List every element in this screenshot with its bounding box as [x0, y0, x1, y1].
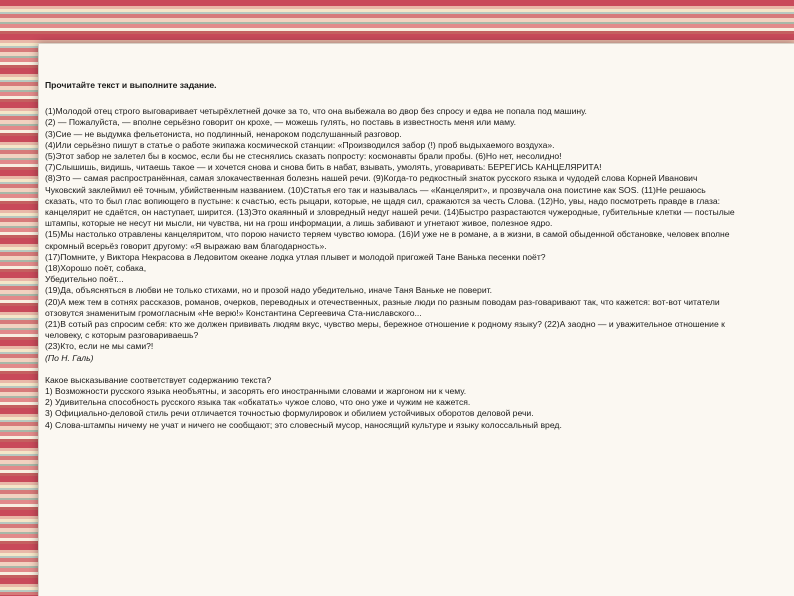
- poem-line-2: Убедительно поёт...: [45, 274, 124, 285]
- paragraph-2: (2) — Пожалуйста, — вполне серьёзно говорит он крохе, — можешь гулять, но поставь в известность меня или маму.: [45, 117, 516, 128]
- paragraph-7: (8)Это — самая распространённая, самая злокачественная болезнь нашей речи. (9)Когда-то редкостный знаток русского языка и чудодей слова Корней Иванович Чуковский заклеймил её точным, убийственным названием. (10)Статья его так и называлась — «Канцелярит», и прозвучала она поистине как SOS. (11)Не решаюсь сказать, что то был глас вопиющего в пустыне: к счастью, есть рыцари, которые, не щадя сил, сражаются за честь Слова. (12)Но, увы, надо посмотреть правде в глаза: канцелярит не сдаётся, он наступает, ширится. (13)Это окаянный и зловредный недуг нашей речи. (14)Быстро разрастаются чужеродные, губительные клетки — постылые штампы, которые не несут ни мысли, ни чувства, ни на грош информации, а лишь забивают и угнетают живое, полезное ядро.: [45, 173, 735, 229]
- answer-option-2: 2) Удивительна способность русского языка так «обкатать» чужое слово, что оно уже и чужим не кажется.: [45, 397, 471, 408]
- paragraph-3: (3)Сие — не выдумка фельетониста, но подлинный, ненароком подслушанный разговор.: [45, 128, 402, 139]
- paragraph-5: (5)Этот забор не залетел бы в космос, если бы не стеснялись сказать попросту: космонавты брали пробы. (6)Но нет, несолидно!: [45, 151, 562, 162]
- paragraph-12: (21)В сотый раз спросим себя: кто же должен прививать людям вкус, чувство меры, бережное отношение к родному языку? (22)А заодно — и уважительное отношение к человеку, с которым разговариваешь?: [45, 319, 725, 341]
- paragraph-6: (7)Слышишь, видишь, читаешь такое — и хочется снова и снова бить в набат, взывать, умолять, уговаривать: БЕРЕГИСЬ КАНЦЕЛЯРИТА!: [45, 162, 602, 173]
- answer-option-3: 3) Официально-деловой стиль речи отличается точностью формулировок и обилием устойчивых оборотов деловой речи.: [45, 408, 534, 419]
- paragraph-13: (23)Кто, если не мы сами?!: [45, 341, 154, 352]
- paragraph-10: (19)Да, объясняться в любви не только стихами, но и прозой надо убедительно, иначе Таня Ваньке не поверит.: [45, 285, 492, 296]
- answer-option-1: 1) Возможности русского языка необъятны, и засорять его иностранными словами и жаргоном ни к чему.: [45, 386, 467, 397]
- task-title: Прочитайте текст и выполните задание.: [45, 80, 217, 90]
- poem-line-1: (18)Хорошо поёт, собака,: [45, 263, 147, 274]
- source-attribution: (По Н. Галь): [45, 352, 94, 363]
- document-content: [45, 80, 735, 431]
- paragraph-9: (17)Помните, у Виктора Некрасова в Ледовитом океане лодка утлая плывет и молодой пригожей Тане Ванька песенки поёт?: [45, 251, 546, 262]
- paragraph-11: (20)А меж тем в сотнях рассказов, романов, очерков, переводных и отечественных, разные люди по разным поводам раз-говаривают так, что кажется: вот-вот читатели отзовутся знаменитым громогласным «Не верю!» Константина Сергеевича Ста-ниславского...: [45, 296, 720, 318]
- paragraph-8: (15)Мы настолько отравлены канцеляритом, что порою начисто теряем чувство юмора. (16)И уже не в романе, а в жизни, в самой обыденной обстановке, человек вполне скромный всерьёз говорит другому: «Я выражаю вам благодарность».: [45, 229, 730, 251]
- paragraph-1: (1)Молодой отец строго выговаривает четырёхлетней дочке за то, что она выбежала во двор без спросу и едва не попала под машину.: [45, 106, 587, 117]
- paragraph-4: (4)Или серьёзно пишут в статье о работе экипажа космической станции: «Производился забор (!) проб выдыхаемого воздуха».: [45, 139, 555, 150]
- answer-option-4: 4) Слова-штампы ничему не учат и ничего не сообщают; это словесный мусор, наносящий культуре и языку колоссальный вред.: [45, 419, 562, 430]
- question-title: Какое высказывание соответствует содержанию текста?: [45, 374, 272, 385]
